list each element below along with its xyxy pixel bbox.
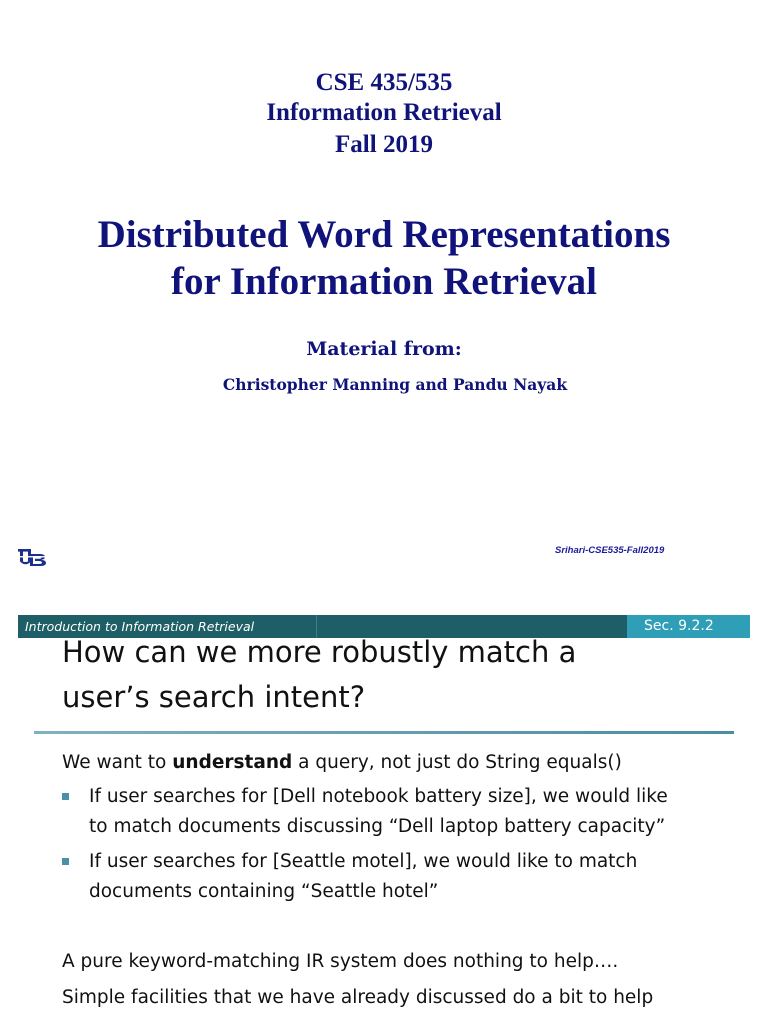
paragraph-simple-facilities: Simple facilities that we have already discussed do a bit to help bbox=[62, 987, 654, 1008]
bullet-text-line-2: to match documents discussing “Dell laptop battery capacity” bbox=[89, 816, 666, 837]
course-term: Fall 2019 bbox=[335, 131, 433, 158]
authors-credit: Christopher Manning and Pandu Nayak bbox=[222, 375, 568, 394]
intro-sentence bbox=[62, 748, 622, 778]
bullet-item bbox=[62, 847, 752, 907]
presentation-title-line-1: Distributed Word Representations bbox=[97, 213, 671, 256]
title-divider bbox=[34, 731, 734, 734]
slide-title-line-2: user’s search intent? bbox=[62, 680, 366, 714]
footer-credit: Srihari-CSE535-Fall2019 bbox=[555, 545, 665, 556]
section-number: Sec. 9.2.2 bbox=[644, 618, 714, 634]
intro-text-before: We want to bbox=[62, 752, 173, 773]
ub-logo-icon bbox=[18, 547, 48, 567]
course-code: CSE 435/535 bbox=[315, 69, 453, 96]
bullet-text-line-1: If user searches for [Seattle motel], we would like to match bbox=[89, 851, 638, 872]
bullet-item bbox=[62, 782, 752, 842]
material-from-label: Material from: bbox=[306, 338, 462, 360]
content-slide bbox=[0, 605, 768, 1024]
intro-emphasis: understand bbox=[172, 752, 293, 773]
course-name: Information Retrieval bbox=[266, 99, 502, 126]
bullet-text-line-2: documents containing “Seattle hotel” bbox=[89, 881, 439, 902]
bullet-text-line-1: If user searches for [Dell notebook battery size], we would like bbox=[89, 786, 668, 807]
square-bullet-icon bbox=[62, 793, 69, 800]
intro-text-after: a query, not just do String equals() bbox=[292, 752, 622, 773]
square-bullet-icon bbox=[62, 858, 69, 865]
paragraph-keyword-matching: A pure keyword-matching IR system does nothing to help…. bbox=[62, 951, 619, 972]
presentation-title-line-2: for Information Retrieval bbox=[170, 260, 597, 303]
slide-title-line-1: How can we more robustly match a bbox=[62, 635, 577, 669]
header-course-label: Introduction to Information Retrieval bbox=[25, 619, 255, 634]
slide-title bbox=[62, 630, 742, 720]
